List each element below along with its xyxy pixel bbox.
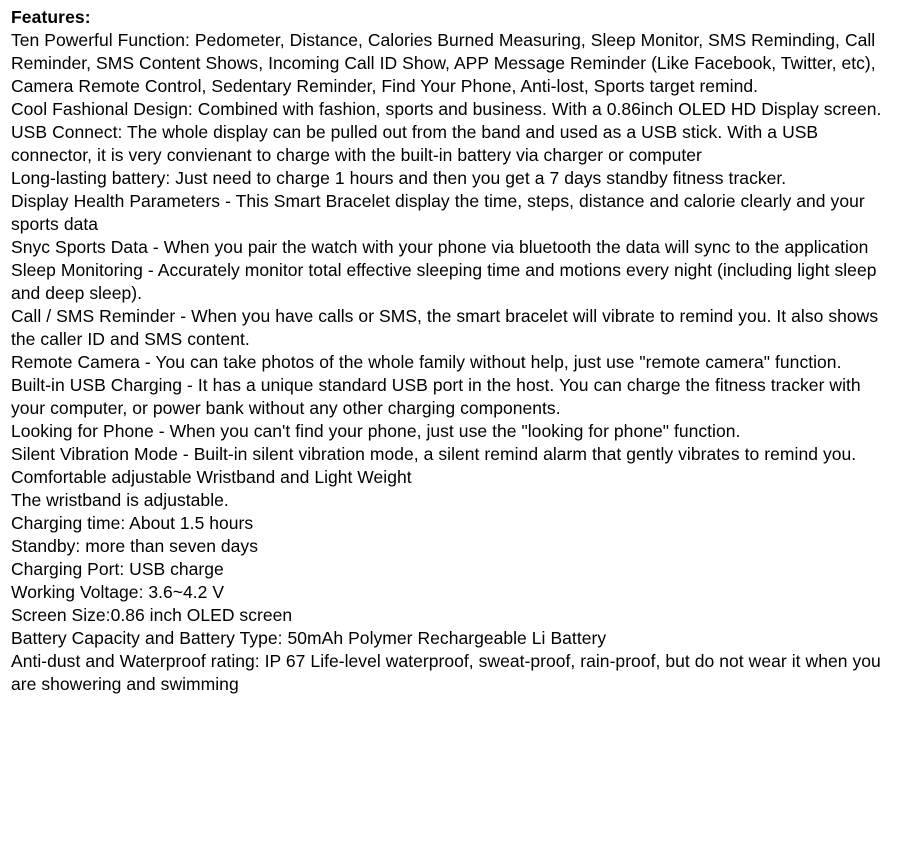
spec-line-screen-size: Screen Size:0.86 inch OLED screen bbox=[11, 605, 293, 625]
spec-line-standby: Standby: more than seven days bbox=[11, 536, 258, 556]
feature-paragraph-sync-sports-data: Snyc Sports Data - When you pair the watch with your phone via bluetooth the data will sync to the application bbox=[11, 237, 869, 257]
feature-paragraph-sleep-monitoring: Sleep Monitoring - Accurately monitor total effective sleeping time and motions every night (including light sleep and deep sleep). bbox=[11, 260, 877, 303]
feature-paragraph-call-sms-reminder: Call / SMS Reminder - When you have calls or SMS, the smart bracelet will vibrate to remind you. It also shows the caller ID and SMS content. bbox=[11, 306, 879, 349]
spec-paragraph-waterproof-rating: Anti-dust and Waterproof rating: IP 67 Life-level waterproof, sweat-proof, rain-proof, but do not wear it when you are showering and swimming bbox=[11, 651, 881, 694]
feature-paragraph-design: Cool Fashional Design: Combined with fashion, sports and business. With a 0.86inch OLED HD Display screen. bbox=[11, 99, 882, 119]
spec-line-wristband-comfort: Comfortable adjustable Wristband and Light Weight bbox=[11, 467, 412, 487]
spec-paragraph-battery-capacity: Battery Capacity and Battery Type: 50mAh Polymer Rechargeable Li Battery bbox=[11, 628, 607, 648]
feature-paragraph-functions: Ten Powerful Function: Pedometer, Distance, Calories Burned Measuring, Sleep Monitor, SMS Reminding, Call Reminder, SMS Content Shows, Incoming Call ID Show, APP Message Reminder (Like Facebook, Twitter, etc), Camera Remote Control, Sedentary Reminder, Find Your Phone, Anti-lost, Sports target remind. bbox=[11, 30, 876, 96]
feature-paragraph-battery-life: Long-lasting battery: Just need to charge 1 hours and then you get a 7 days standby fitness tracker. bbox=[11, 168, 787, 188]
spec-line-working-voltage: Working Voltage: 3.6~4.2 V bbox=[11, 582, 225, 602]
feature-paragraph-health-parameters: Display Health Parameters - This Smart Bracelet display the time, steps, distance and calorie clearly and your sports data bbox=[11, 191, 865, 234]
spec-line-charging-port: Charging Port: USB charge bbox=[11, 559, 224, 579]
feature-paragraph-silent-vibration: Silent Vibration Mode - Built-in silent vibration mode, a silent remind alarm that gently vibrates to remind you. bbox=[11, 444, 857, 464]
feature-paragraph-looking-for-phone: Looking for Phone - When you can't find your phone, just use the "looking for phone" function. bbox=[11, 421, 741, 441]
spec-line-wristband-adjustable: The wristband is adjustable. bbox=[11, 490, 229, 510]
features-heading: Features: bbox=[11, 7, 91, 27]
feature-paragraph-usb-charging: Built-in USB Charging - It has a unique standard USB port in the host. You can charge the fitness tracker with your computer, or power bank without any other charging components. bbox=[11, 375, 861, 418]
spec-line-charging-time: Charging time: About 1.5 hours bbox=[11, 513, 254, 533]
feature-paragraph-usb-connect: USB Connect: The whole display can be pulled out from the band and used as a USB stick. With a USB connector, it is very convienant to charge with the built-in battery via charger or computer bbox=[11, 122, 819, 165]
feature-paragraph-remote-camera: Remote Camera - You can take photos of the whole family without help, just use "remote camera" function. bbox=[11, 352, 842, 372]
